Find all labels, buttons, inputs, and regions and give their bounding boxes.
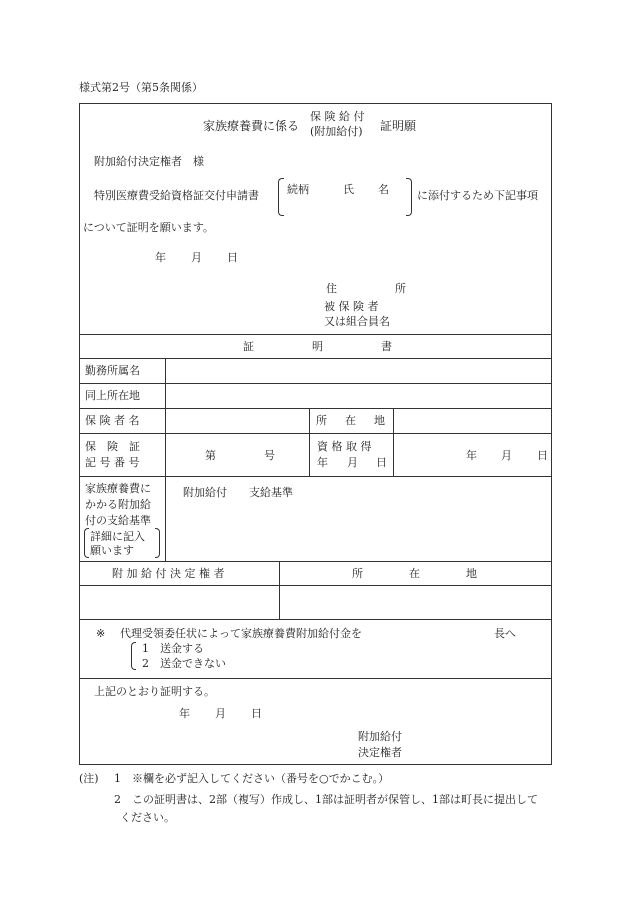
- insurer-name-label: 保 険 者 名: [85, 414, 140, 427]
- proxy-bracket: [131, 642, 136, 670]
- decider-address-3: 地: [466, 567, 477, 580]
- proxy-text: 代理受領委任状によって家族療養費附加給付金を: [120, 627, 362, 640]
- insurer-address-label-3: 地: [374, 414, 385, 427]
- proxy-option-1[interactable]: 1 送金する: [142, 642, 204, 655]
- applicant-address-1: 住: [326, 282, 337, 295]
- criteria-note-2: 願います: [90, 544, 134, 557]
- insurer-address-label-1: 所: [316, 414, 327, 427]
- qual-label-year: 年: [317, 456, 328, 469]
- applicant-address-2: 所: [395, 282, 406, 295]
- criteria-label-1: 家族療養費に: [85, 482, 151, 495]
- date-year: 年: [155, 251, 166, 264]
- date-day: 日: [227, 251, 238, 264]
- note-2b: ください。: [120, 811, 175, 824]
- note-bracket-left: [84, 528, 89, 558]
- insurer-address-label-2: 在: [345, 414, 356, 427]
- notes-prefix: (注): [79, 772, 99, 785]
- request-line2: について証明を願います。: [83, 221, 214, 234]
- request-suffix: に添付するため下記事項: [417, 189, 538, 202]
- cert-header-1: 証: [243, 340, 254, 353]
- cert-date-day: 日: [251, 707, 262, 720]
- note-1-number: 1: [114, 772, 121, 785]
- proxy-suffix: 長へ: [494, 627, 516, 640]
- bracket-item-relation: 続柄: [287, 183, 309, 196]
- decider-address-1: 所: [352, 567, 363, 580]
- criteria-label-2: かかる附加給: [85, 498, 151, 511]
- card-label-1: 保 険 証: [85, 440, 140, 453]
- qual-date-year: 年: [466, 449, 477, 462]
- note-2a: この証明書は、2部（複写）作成し、1部は証明者が保管し、1部は町長に提出して: [132, 793, 538, 806]
- date-month: 月: [191, 251, 202, 264]
- criteria-content: 附加給付 支給基準: [183, 486, 293, 499]
- note-bracket-right: [155, 528, 160, 558]
- decider-header: 附 加 給 付 決 定 権 者: [112, 567, 225, 580]
- cert-date-month: 月: [215, 707, 226, 720]
- qual-label-1: 資 格 取 得: [317, 440, 372, 453]
- cert-signer-2: 決定権者: [358, 746, 402, 759]
- workplace-label: 勤務所属名: [85, 364, 140, 377]
- cert-header-2: 明: [312, 340, 323, 353]
- criteria-note-1: 詳細に記入: [90, 530, 145, 543]
- note-1: ※欄を必ず記入してください（番号を○でかこむ。）: [132, 772, 390, 785]
- cert-date-year: 年: [179, 707, 190, 720]
- qual-date-day: 日: [537, 449, 548, 462]
- bracket-right: [406, 178, 412, 216]
- cert-signer-1: 附加給付: [358, 730, 402, 743]
- proxy-option-2[interactable]: 2 送金できない: [142, 657, 226, 670]
- addressee: 附加給付決定権者 様: [94, 155, 204, 168]
- bracket-item-surname: 氏: [343, 183, 354, 196]
- cert-header-3: 書: [381, 340, 392, 353]
- title-right: 証明願: [380, 119, 417, 133]
- card-mark-go: 号: [264, 449, 275, 462]
- cert-statement: 上記のとおり証明する。: [94, 685, 215, 698]
- bracket-left: [278, 178, 284, 216]
- applicant-insured: 被 保 険 者: [324, 300, 379, 313]
- decider-address-2: 在: [409, 567, 420, 580]
- applicant-member: 又は組合員名: [324, 315, 390, 328]
- title-option-2: (附加給付): [310, 125, 363, 138]
- criteria-label-3: 付の支給基準: [85, 514, 151, 527]
- form-number: 様式第2号（第5条関係）: [79, 81, 203, 94]
- title-option-1: 保 険 給 付: [310, 110, 365, 123]
- qual-date-month: 月: [501, 449, 512, 462]
- proxy-mark: ※: [96, 627, 106, 640]
- bracket-item-name: 名: [378, 183, 389, 196]
- note-2-number: 2: [114, 793, 121, 806]
- card-label-2: 記 号 番 号: [85, 456, 140, 469]
- request-prefix: 特別医療費受給資格証交付申請書: [94, 189, 259, 202]
- qual-label-day: 日: [376, 456, 387, 469]
- card-mark-dai: 第: [205, 449, 216, 462]
- same-address-label: 同上所在地: [85, 389, 140, 402]
- title-left: 家族療養費に係る: [203, 119, 300, 133]
- qual-label-month: 月: [347, 456, 358, 469]
